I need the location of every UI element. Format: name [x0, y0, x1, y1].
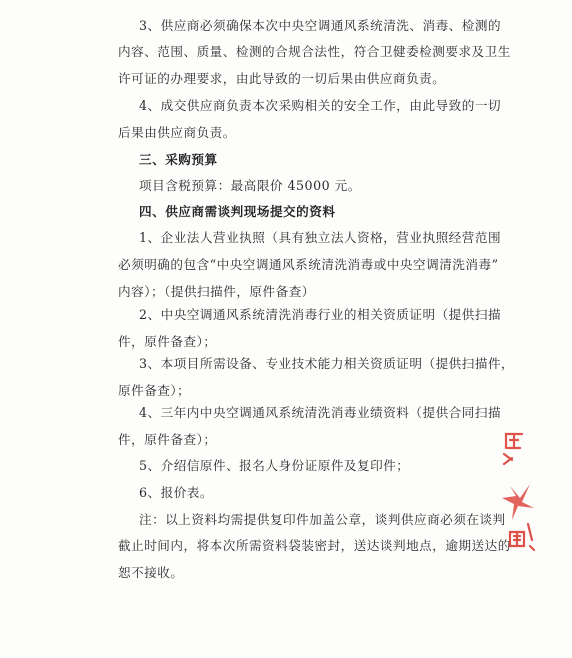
item-2-line-2: 件，原件备查）；: [118, 334, 217, 349]
item-6-line: 6、报价表。: [139, 485, 213, 500]
budget-line: 项目含税预算：最高限价 45000 元。: [139, 178, 361, 193]
para-3-line-1: 3、供应商必须确保本次中央空调通风系统清洗、消毒、检测的: [139, 18, 502, 33]
item-2-line-1: 2、中央空调通风系统清洗消毒行业的相关资质证明（提供扫描: [139, 307, 502, 322]
section-heading-materials: 四、供应商需谈判现场提交的资料: [139, 204, 336, 219]
item-1-line-3: 内容）；（提供扫描件，原件备查）: [118, 284, 315, 299]
official-seal-stamp: [500, 428, 536, 556]
note-line-1: 注：以上资料均需提供复印件加盖公章，谈判供应商必须在谈判: [139, 512, 506, 527]
para-4-line-2: 后果由供应商负责。: [118, 125, 236, 140]
para-3-line-2: 内容、范围、质量、检测的合规合法性，符合卫健委检测要求及卫生: [118, 44, 511, 59]
section-heading-budget: 三、采购预算: [139, 152, 218, 167]
item-1-line-1: 1、企业法人营业执照（具有独立法人资格，营业执照经营范围: [139, 230, 502, 245]
item-3-line-2: 原件备查）；: [118, 383, 191, 398]
para-3-line-3: 许可证的办理要求，由此导致的一切后果由供应商负责。: [118, 71, 446, 86]
note-line-2: 截止时间内，将本次所需资料袋装密封，送达谈判地点，逾期送达的: [118, 538, 511, 553]
item-3-line-1: 3、本项目所需设备、专业技术能力相关资质证明（提供扫描件，: [139, 356, 515, 371]
item-1-line-2: 必须明确的包含“中央空调通风系统清洗消毒或中央空调清洗消毒”: [118, 257, 499, 272]
item-5-line: 5、介绍信原件、报名人身份证原件及复印件；: [139, 458, 410, 473]
item-4-line-2: 件，原件备查）；: [118, 432, 217, 447]
note-line-3: 恕不接收。: [118, 565, 184, 580]
para-4-line-1: 4、成交供应商负责本次采购相关的安全工作，由此导致的一切: [139, 98, 502, 113]
item-4-line-1: 4、三年内中央空调通风系统清洗消毒业绩资料（提供合同扫描: [139, 405, 502, 420]
